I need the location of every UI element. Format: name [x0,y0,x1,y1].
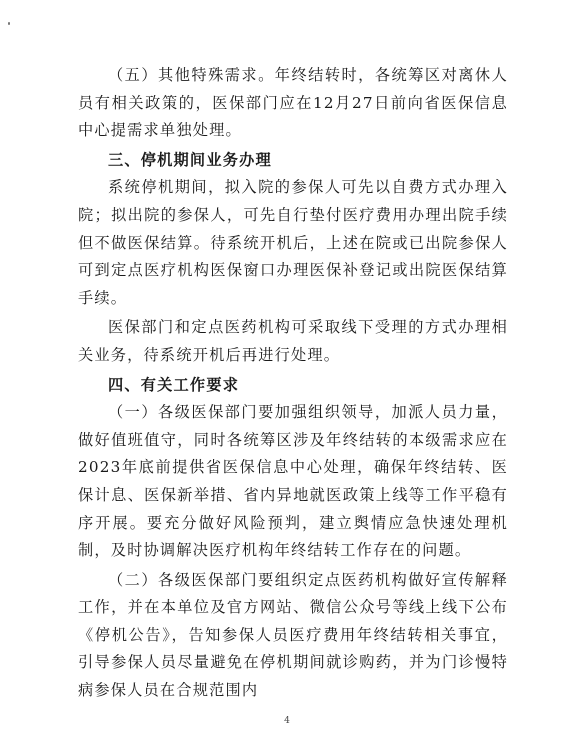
paragraph-requirement-2: （二）各级医保部门要组织定点医药机构做好宣传解释工作，并在本单位及官方网站、微信公众号等线上线下公布《停机公告》，告知参保人员医疗费用年终结转相关事宜，引导参保人员尽量避免在停机期间就诊购药，并为门诊慢特病参保人员在合规范围内 [78,570,508,700]
paragraph-offline-processing: 医保部门和定点医药机构可采取线下受理的方式办理相关业务，待系统开机后再进行处理。 [78,318,508,364]
section-heading-work-requirements: 四、有关工作要求 [108,375,240,394]
scan-speck [8,22,10,25]
paragraph-requirement-1: （一）各级医保部门要加强组织领导，加派人员力量，做好值班值守，同时各统筹区涉及年终结转的本级需求应在2023年底前提供省医保信息中心处理，确保年终结转、医保计息、医保新举措、省内异地就医政策上线等工作平稳有序开展。要充分做好风险预判，建立舆情应急快速处理机制，及时协调解决医疗机构年终结转工作存在的问题。 [78,403,508,560]
paragraph-admission-discharge: 系统停机期间，拟入院的参保人可先以自费方式办理入院；拟出院的参保人，可先自行垫付医疗费用办理出院手续但不做医保结算。待系统开机后，上述在院或已出院参保人可到定点医疗机构医保窗口办理医保补登记或出院医保结算手续。 [78,178,508,307]
page-number: 4 [284,716,290,726]
document-body [78,62,508,705]
paragraph-special-needs: （五）其他特殊需求。年终结转时，各统筹区对离休人员有相关政策的，医保部门应在12月27日前向省医保信息中心提需求单独处理。 [78,66,508,140]
section-heading-downtime-business: 三、停机期间业务办理 [108,150,272,169]
